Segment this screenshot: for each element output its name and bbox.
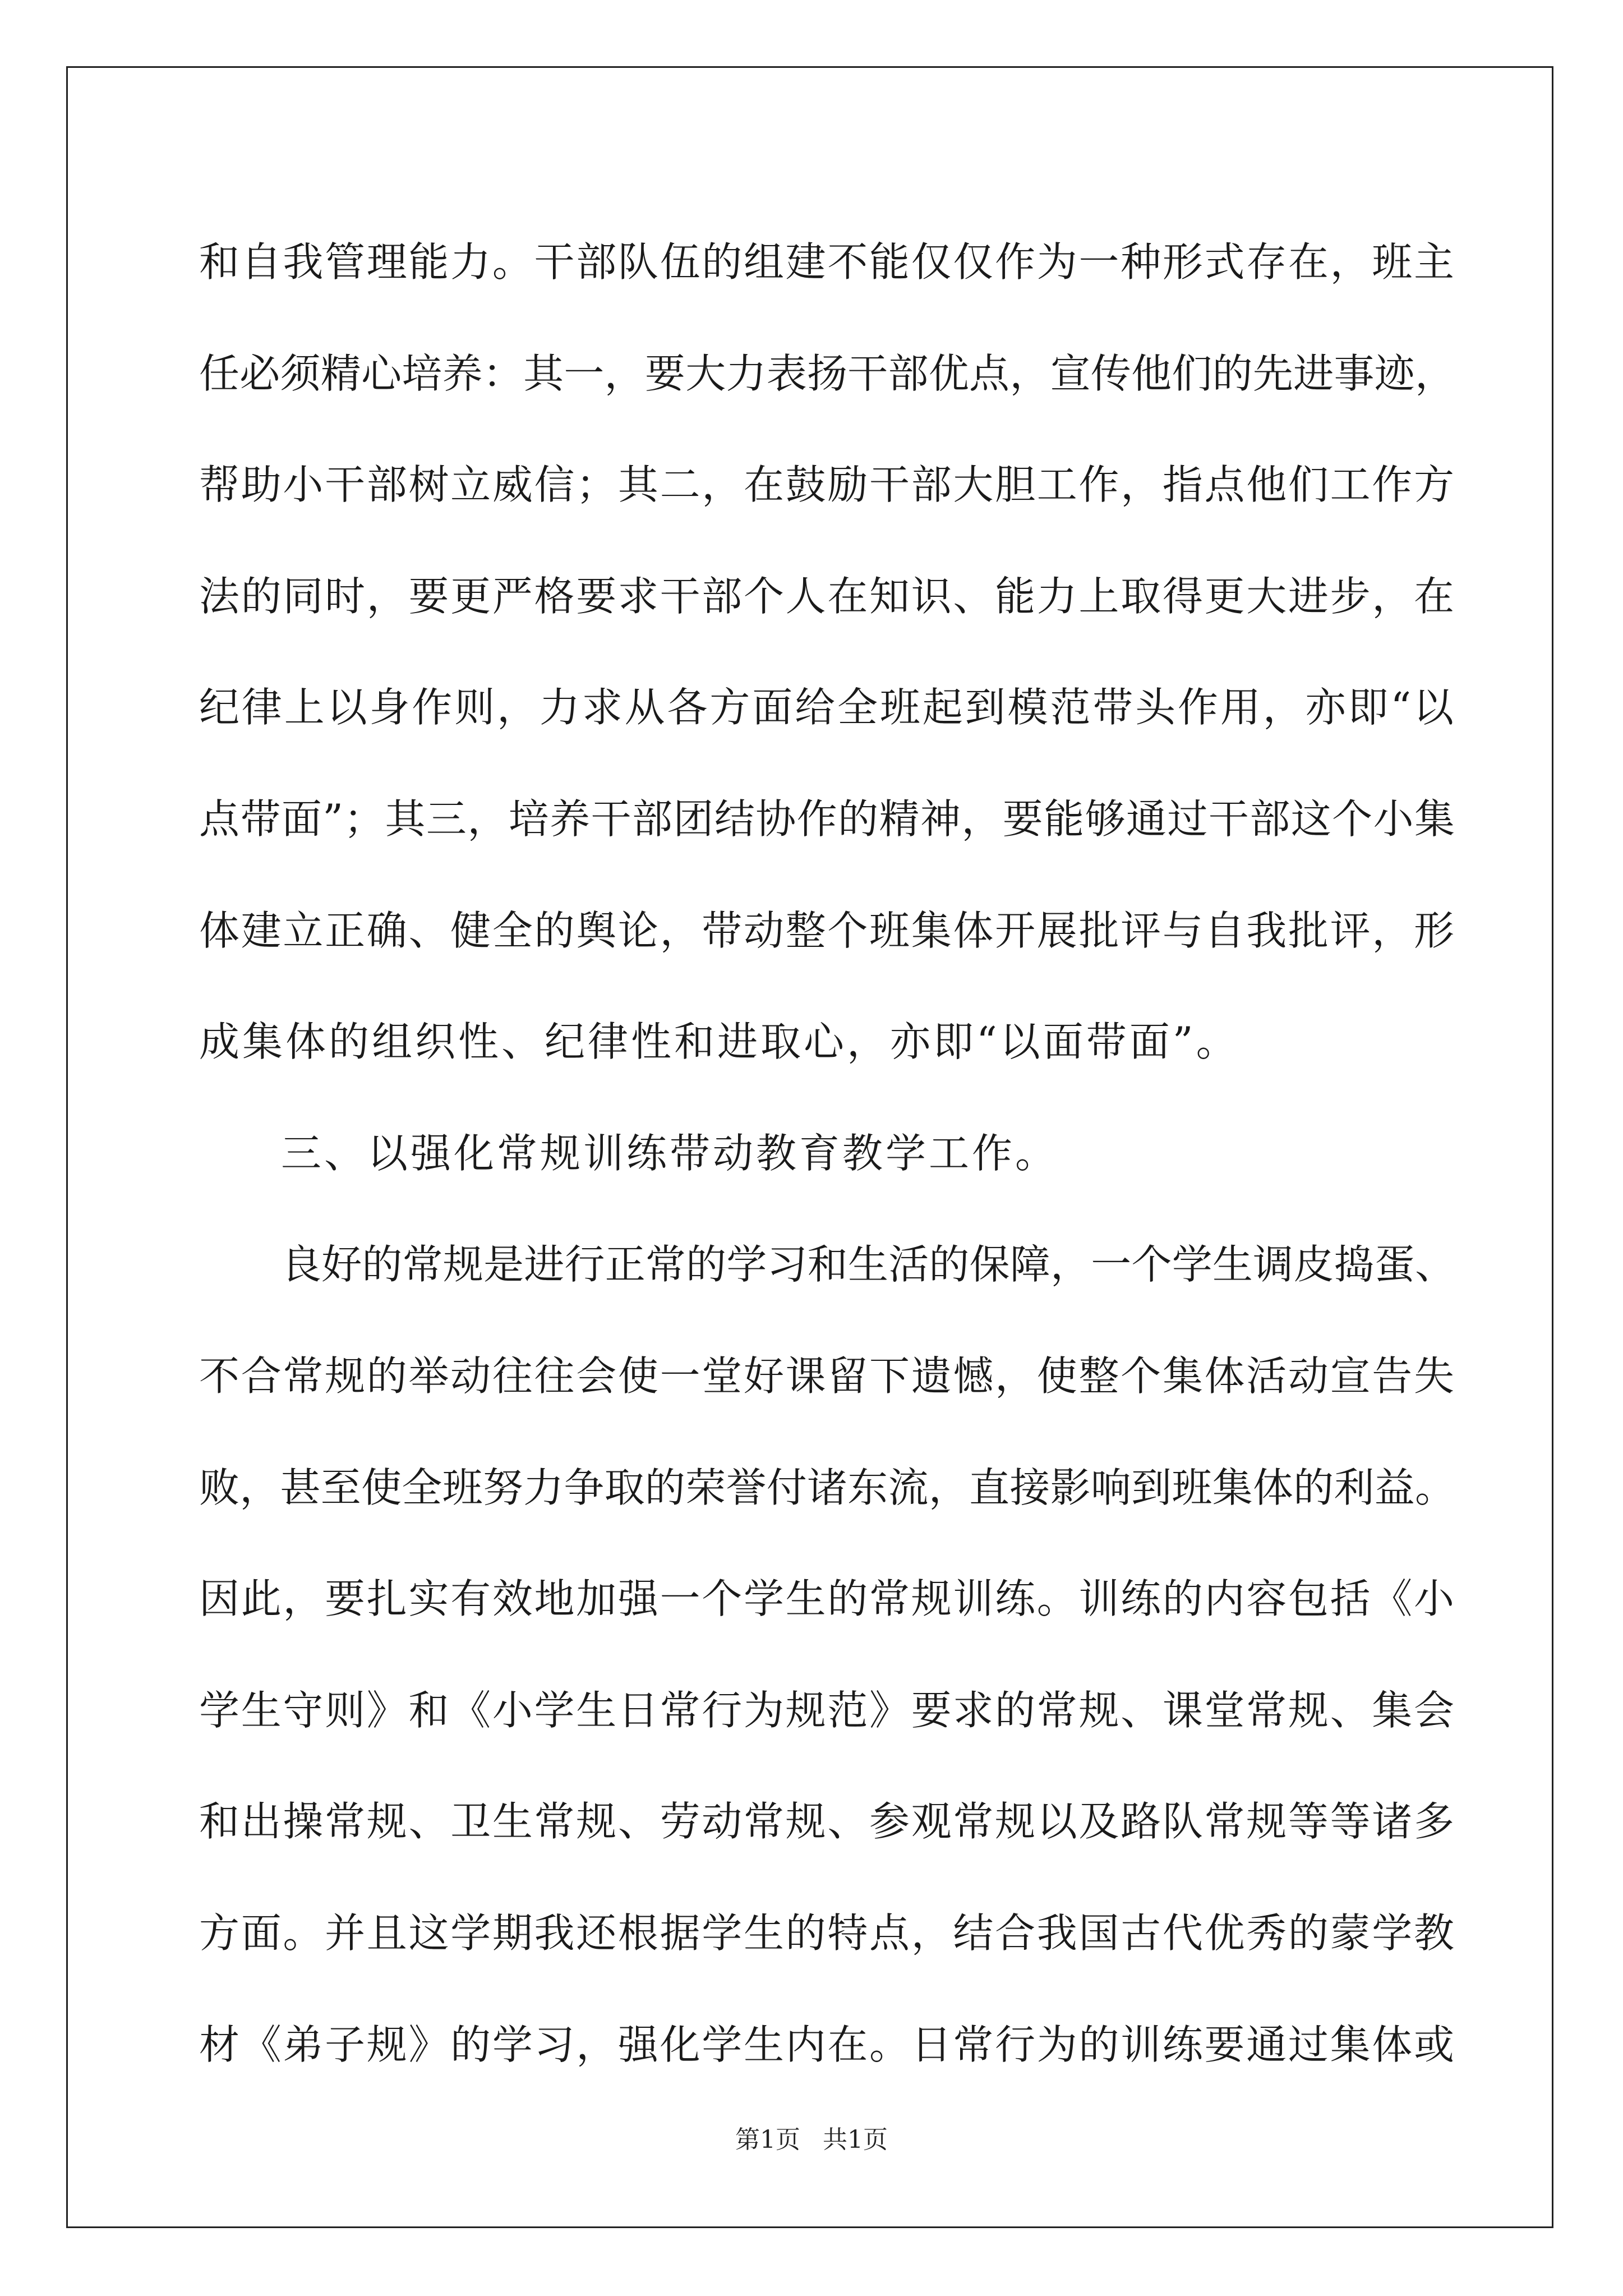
text-line-13: 因此，要扎实有效地加强一个学生的常规训练。训练的内容包括《小 bbox=[199, 1575, 1455, 1623]
text-line-3: 帮助小干部树立威信；其二，在鼓励干部大胆工作，指点他们工作方 bbox=[199, 461, 1455, 509]
text-line-11: 不合常规的举动往往会使一堂好课留下遗憾，使整个集体活动宣告失 bbox=[199, 1352, 1455, 1400]
text-line-6: 点带面”；其三，培养干部团结协作的精神，要能够通过干部这个小集 bbox=[199, 795, 1455, 843]
text-line-10: 良好的常规是进行正常的学习和生活的保障，一个学生调皮捣蛋、 bbox=[281, 1241, 1455, 1289]
text-line-7: 体建立正确、健全的舆论，带动整个班集体开展批评与自我批评，形 bbox=[199, 907, 1455, 954]
text-line-14: 学生守则》和《小学生日常行为规范》要求的常规、课堂常规、集会 bbox=[199, 1686, 1455, 1734]
page-footer bbox=[0, 2123, 1623, 2157]
text-line-1: 和自我管理能力。干部队伍的组建不能仅仅作为一种形式存在，班主 bbox=[199, 238, 1455, 286]
page-number-current: 第1页 bbox=[735, 2125, 800, 2154]
text-line-16: 方面。并且这学期我还根据学生的特点，结合我国古代优秀的蒙学教 bbox=[199, 1909, 1455, 1957]
page-number-total: 共1页 bbox=[823, 2125, 888, 2154]
text-line-4: 法的同时，要更严格要求干部个人在知识、能力上取得更大进步，在 bbox=[199, 572, 1455, 620]
text-line-17: 材《弟子规》的学习，强化学生内在。日常行为的训练要通过集体或 bbox=[199, 2021, 1455, 2068]
text-line-2: 任必须精心培养：其一，要大力表扬干部优点，宣传他们的先进事迹， bbox=[199, 349, 1455, 397]
text-line-5: 纪律上以身作则，力求从各方面给全班起到模范带头作用，亦即“以 bbox=[199, 684, 1455, 731]
section-heading: 三、以强化常规训练带动教育教学工作。 bbox=[281, 1129, 1059, 1177]
text-line-12: 败，甚至使全班努力争取的荣誉付诸东流，直接影响到班集体的利益。 bbox=[199, 1464, 1455, 1511]
text-line-15: 和出操常规、卫生常规、劳动常规、参观常规以及路队常规等等诸多 bbox=[199, 1798, 1455, 1846]
document-body bbox=[199, 206, 1455, 2100]
text-line-8: 成集体的组织性、纪律性和进取心，亦即“以面带面”。 bbox=[199, 1018, 1239, 1066]
